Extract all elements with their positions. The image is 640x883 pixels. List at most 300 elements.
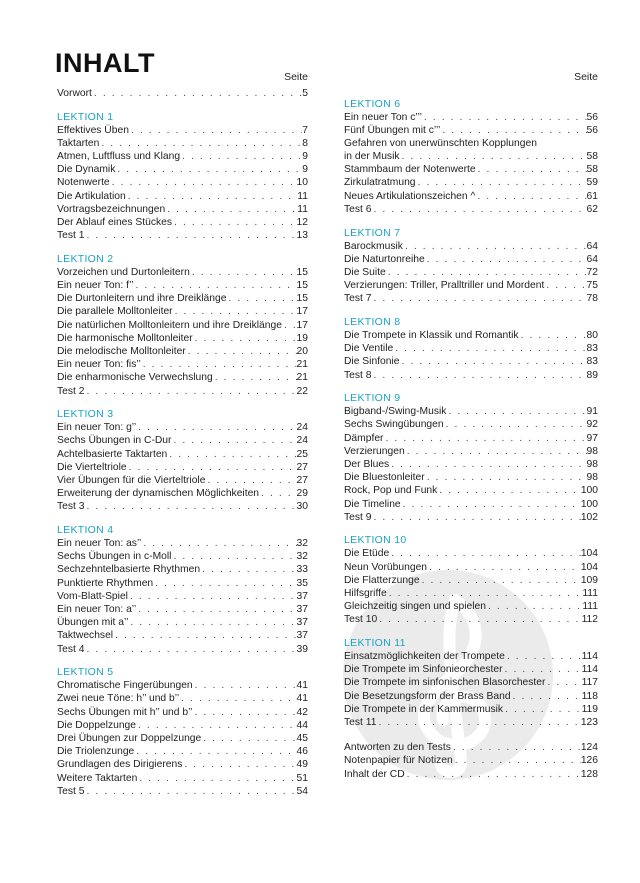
page-column-header: Seite xyxy=(284,71,308,83)
toc-entry-title: Drei Übungen zur Doppelzunge xyxy=(57,733,202,744)
toc-entry-page: 58 xyxy=(586,151,598,163)
section-heading: LEKTION 2 xyxy=(57,252,114,265)
toc-entry-page: 64 xyxy=(586,240,598,252)
toc-entry-title: Die Bluestonleiter xyxy=(344,472,425,484)
dot-leader xyxy=(134,279,297,292)
toc-entry-page: 75 xyxy=(586,280,598,292)
dot-leader xyxy=(167,448,296,461)
toc-entry-title: Rock, Pop und Funk xyxy=(344,485,438,497)
toc-entry-title: Taktwechsel xyxy=(57,630,114,642)
dot-leader xyxy=(193,332,297,345)
dot-leader xyxy=(190,266,297,279)
toc-entry[interactable] xyxy=(57,385,308,398)
dot-leader xyxy=(437,484,581,497)
dot-leader xyxy=(451,741,581,754)
toc-entry[interactable] xyxy=(344,240,598,253)
toc-entry-page: 109 xyxy=(580,574,598,586)
toc-entry[interactable] xyxy=(344,768,598,781)
dot-leader xyxy=(115,163,302,176)
toc-entry-page: 126 xyxy=(580,755,598,767)
toc-entry-page: 9 xyxy=(302,164,308,176)
dot-leader xyxy=(425,471,587,484)
toc-entry[interactable] xyxy=(57,292,308,305)
toc-entry[interactable] xyxy=(57,358,308,371)
toc-entry-title: Verzierungen xyxy=(344,445,405,457)
section-heading: LEKTION 7 xyxy=(344,226,401,239)
dot-leader xyxy=(92,87,302,100)
toc-entry[interactable] xyxy=(344,613,598,626)
toc-entry-page: 72 xyxy=(586,266,598,278)
dot-leader xyxy=(213,371,297,384)
toc-entry-page: 21 xyxy=(296,372,308,384)
dot-leader xyxy=(153,577,296,590)
toc-entry[interactable] xyxy=(57,603,308,616)
toc-entry-page: 20 xyxy=(296,346,308,357)
dot-leader xyxy=(371,203,586,216)
toc-entry-page: 104 xyxy=(580,561,598,573)
toc-entry[interactable] xyxy=(344,203,598,216)
toc-entry[interactable] xyxy=(344,369,598,382)
toc-entry-title: Test 2 xyxy=(57,385,85,397)
section-heading: LEKTION 6 xyxy=(344,97,401,110)
dot-leader xyxy=(544,279,586,292)
toc-entry-page: 124 xyxy=(580,742,598,754)
toc-entry-page: 32 xyxy=(296,551,308,563)
toc-entry-title: Einsatzmöglichkeiten der Trompete xyxy=(344,651,505,662)
toc-entry[interactable] xyxy=(57,487,308,500)
toc-entry-title: in der Musik xyxy=(344,151,400,163)
toc-entry-title: Stammbaum der Notenwerte xyxy=(344,164,476,176)
toc-entry-page: 41 xyxy=(296,680,308,692)
toc-entry-title: Test 10 xyxy=(344,614,378,626)
toc-entry[interactable] xyxy=(344,445,598,458)
toc-entry-page: 27 xyxy=(296,461,308,473)
toc-entry[interactable] xyxy=(57,537,308,550)
toc-entry-title: Vier Übungen für die Vierteltriole xyxy=(57,475,206,486)
dot-leader xyxy=(84,643,296,656)
toc-entry[interactable] xyxy=(57,229,308,242)
dot-leader xyxy=(110,176,297,189)
dot-leader xyxy=(136,603,296,616)
dot-leader xyxy=(453,754,581,767)
toc-entry-title: Die Ventile xyxy=(344,343,394,355)
toc-entry[interactable] xyxy=(57,590,308,603)
toc-entry-page: 30 xyxy=(296,501,308,513)
dot-leader xyxy=(486,600,582,613)
toc-right-column xyxy=(344,68,598,781)
toc-entry-title: Die Naturtonreihe xyxy=(344,253,425,265)
toc-entry-page: 59 xyxy=(586,177,598,189)
toc-entry[interactable] xyxy=(344,292,598,305)
dot-leader xyxy=(205,474,296,487)
toc-entry[interactable] xyxy=(344,690,598,703)
toc-entry-page: 83 xyxy=(586,343,598,355)
toc-entry-page: 11 xyxy=(297,203,308,215)
dot-leader xyxy=(127,461,297,474)
dot-leader xyxy=(503,703,581,716)
toc-left-column xyxy=(57,68,308,798)
toc-entry-title: Die Besetzungsform der Brass Band xyxy=(344,690,511,702)
toc-entry-page: 8 xyxy=(302,137,308,149)
toc-entry-page: 27 xyxy=(296,475,308,486)
toc-entry-page: 56 xyxy=(586,111,598,123)
toc-entry[interactable] xyxy=(57,150,308,163)
toc-entry-title: Test 11 xyxy=(344,716,377,728)
toc-entry[interactable] xyxy=(344,111,598,124)
dot-leader xyxy=(141,358,297,371)
toc-entry-page: 5 xyxy=(302,88,308,99)
toc-entry[interactable] xyxy=(57,550,308,563)
dot-leader xyxy=(113,629,296,642)
toc-entry[interactable] xyxy=(57,629,308,642)
toc-entry-title: Die Durtonleitern und ihre Dreiklänge xyxy=(57,293,227,305)
toc-entry[interactable] xyxy=(57,563,308,576)
toc-entry-title: Ein neuer Ton: fis’’ xyxy=(57,359,141,371)
toc-entry[interactable] xyxy=(57,319,308,332)
toc-entry[interactable] xyxy=(57,692,308,705)
toc-entry-title: Die Dynamik xyxy=(57,164,116,176)
dot-leader xyxy=(400,355,587,368)
toc-entry-title: Punktierte Rhythmen xyxy=(57,577,154,589)
toc-entry[interactable] xyxy=(344,741,598,754)
toc-entry[interactable] xyxy=(57,190,308,203)
toc-entry[interactable] xyxy=(57,434,308,447)
toc-entry-page: 64 xyxy=(586,253,598,265)
toc-entry[interactable] xyxy=(344,342,598,355)
toc-entry[interactable] xyxy=(344,511,598,524)
toc-entry[interactable] xyxy=(344,190,598,203)
toc-entry-title: Neun Vorübungen xyxy=(344,561,428,573)
toc-entry-page: 128 xyxy=(580,768,598,780)
toc-entry-page: 97 xyxy=(586,432,598,444)
toc-entry[interactable] xyxy=(57,461,308,474)
dot-leader xyxy=(99,137,302,150)
toc-entry[interactable] xyxy=(57,279,308,292)
dot-leader xyxy=(134,745,296,758)
toc-entry-page: 51 xyxy=(296,772,308,784)
dot-leader xyxy=(403,240,587,253)
toc-entry[interactable] xyxy=(57,163,308,176)
toc-entry[interactable] xyxy=(57,216,308,229)
toc-entry[interactable] xyxy=(57,616,308,629)
toc-entry-page: 104 xyxy=(580,548,598,560)
toc-entry-page: 22 xyxy=(296,385,308,397)
toc-entry-title: Übungen mit a’’ xyxy=(57,617,129,629)
toc-entry-page: 98 xyxy=(586,472,598,484)
toc-entry-title: Verzierungen: Triller, Pralltriller und Mordent xyxy=(344,280,545,292)
dot-leader xyxy=(226,292,296,305)
toc-entry-page: 111 xyxy=(582,601,598,613)
toc-entry-title: Neues Artikulationszeichen ^ xyxy=(344,190,476,202)
dot-leader xyxy=(84,229,296,242)
dot-leader xyxy=(137,772,296,785)
dot-leader xyxy=(377,613,581,626)
dot-leader xyxy=(371,511,580,524)
toc-entry-title: Barockmusik xyxy=(344,240,403,252)
toc-entry[interactable] xyxy=(57,371,308,384)
toc-entry[interactable] xyxy=(344,574,598,587)
toc-entry-page: 12 xyxy=(296,217,308,228)
toc-entry-title: Vorzeichen und Durtonleitern xyxy=(57,266,190,278)
dot-leader xyxy=(282,319,297,332)
toc-entry-page: 21 xyxy=(296,359,308,371)
toc-entry-title: Vortragsbezeichnungen xyxy=(57,203,166,215)
toc-entry[interactable] xyxy=(344,484,598,497)
toc-entry-title: Die Triolenzunge xyxy=(57,746,135,758)
section-heading: LEKTION 8 xyxy=(344,315,401,328)
dot-leader xyxy=(165,203,297,216)
toc-entry[interactable] xyxy=(57,474,308,487)
toc-entry[interactable] xyxy=(344,418,598,431)
toc-entry-title: Bigband-/Swing-Musik xyxy=(344,406,447,418)
section-heading: LEKTION 5 xyxy=(57,666,114,679)
toc-entry[interactable] xyxy=(57,137,308,150)
toc-entry-page: 62 xyxy=(586,203,598,215)
dot-leader xyxy=(129,124,302,137)
toc-entry[interactable] xyxy=(344,150,598,163)
dot-leader xyxy=(400,150,587,163)
toc-entry-page: 56 xyxy=(586,124,598,136)
dot-leader xyxy=(416,176,587,189)
toc-entry-title: Grundlagen des Dirigierens xyxy=(57,759,183,771)
toc-entry[interactable] xyxy=(344,547,598,560)
toc-entry[interactable] xyxy=(57,345,308,358)
toc-entry-title: Die Trompete im Sinfonieorchester xyxy=(344,664,503,676)
dot-leader xyxy=(405,768,581,781)
toc-entry[interactable] xyxy=(57,305,308,318)
toc-entry[interactable] xyxy=(344,279,598,292)
toc-entry[interactable] xyxy=(57,266,308,279)
dot-leader xyxy=(545,676,581,689)
toc-entry-title: Vorwort xyxy=(57,88,92,99)
toc-entry[interactable] xyxy=(57,176,308,189)
toc-entry-page: 92 xyxy=(586,419,598,431)
toc-entry-page: 44 xyxy=(296,719,308,731)
toc-entry[interactable] xyxy=(57,758,308,771)
toc-entry-page: 114 xyxy=(581,664,598,676)
toc-entry-page: 98 xyxy=(586,445,598,457)
toc-entry-page: 7 xyxy=(302,124,308,136)
toc-entry[interactable] xyxy=(57,421,308,434)
toc-entry[interactable] xyxy=(344,561,598,574)
toc-entry-page: 37 xyxy=(296,630,308,642)
toc-entry-page: 78 xyxy=(586,293,598,305)
toc-entry-title: Chromatische Fingerübungen xyxy=(57,680,193,692)
toc-entry-title: Erweiterung der dynamischen Möglichkeiten xyxy=(57,488,260,500)
dot-leader xyxy=(84,785,296,798)
dot-leader xyxy=(136,719,297,732)
toc-entry-page: 9 xyxy=(302,151,308,163)
toc-entry-title: Inhalt der CD xyxy=(344,768,405,780)
dot-leader xyxy=(519,329,587,342)
dot-leader xyxy=(200,563,296,576)
toc-entry[interactable] xyxy=(344,163,598,176)
toc-entry-title: Test 7 xyxy=(344,293,372,305)
toc-entry[interactable] xyxy=(57,124,308,137)
toc-entry-title: Die Vierteltriole xyxy=(57,461,127,473)
dot-leader xyxy=(425,253,587,266)
toc-entry-page: 41 xyxy=(296,693,308,705)
dot-leader xyxy=(172,216,296,229)
toc-entry[interactable] xyxy=(57,706,308,719)
toc-entry-page: 15 xyxy=(296,266,308,278)
toc-entry-page: 13 xyxy=(296,230,308,242)
toc-entry[interactable] xyxy=(344,471,598,484)
toc-entry-title: Notenwerte xyxy=(57,177,110,189)
toc-entry-page: 39 xyxy=(296,643,308,655)
toc-entry-title: Test 8 xyxy=(344,369,372,381)
dot-leader xyxy=(440,124,586,137)
toc-entry-title: Ein neuer Ton: as’’ xyxy=(57,538,142,550)
toc-entry[interactable] xyxy=(344,124,598,137)
toc-entry[interactable] xyxy=(57,772,308,785)
toc-entry-title: Zirkulatratmung xyxy=(344,177,416,189)
dot-leader xyxy=(444,418,587,431)
dot-leader xyxy=(511,690,582,703)
dot-leader xyxy=(389,547,581,560)
dot-leader xyxy=(389,458,586,471)
toc-entry-title: Die Trompete im sinfonischen Blasorchester xyxy=(344,677,546,689)
toc-entry-title: Antworten zu den Tests xyxy=(344,742,451,754)
toc-entry-page: 58 xyxy=(586,164,598,176)
toc-entry-title: Die Suite xyxy=(344,266,386,278)
dot-leader xyxy=(179,692,296,705)
toc-entry-title: Hilfsgriffe xyxy=(344,587,387,599)
toc-entry[interactable] xyxy=(344,355,598,368)
toc-entry[interactable] xyxy=(344,600,598,613)
toc-entry-title: Der Ablauf eines Stückes xyxy=(57,217,173,228)
toc-entry[interactable] xyxy=(344,405,598,418)
toc-entry[interactable] xyxy=(57,719,308,732)
toc-entry[interactable] xyxy=(57,500,308,513)
toc-entry-page: 35 xyxy=(296,577,308,589)
dot-leader xyxy=(182,758,296,771)
section-heading: LEKTION 9 xyxy=(344,392,401,405)
toc-entry-title: Achtelbasierte Taktarten xyxy=(57,448,168,460)
toc-entry[interactable] xyxy=(57,679,308,692)
toc-entry-page: 15 xyxy=(296,293,308,305)
toc-entry-page: 98 xyxy=(586,458,598,470)
dot-leader xyxy=(427,561,581,574)
toc-entry-page: 112 xyxy=(581,614,598,626)
toc-entry[interactable] xyxy=(344,587,598,600)
toc-entry-preface[interactable] xyxy=(57,87,308,100)
toc-entry-page: 29 xyxy=(296,488,308,500)
dot-leader xyxy=(420,574,581,587)
section-heading: LEKTION 11 xyxy=(344,637,406,649)
dot-leader xyxy=(84,385,296,398)
toc-entry[interactable] xyxy=(57,577,308,590)
toc-entry-title: Die melodische Molltonleiter xyxy=(57,346,186,357)
toc-entry-page: 17 xyxy=(296,306,308,318)
dot-leader xyxy=(503,663,582,676)
toc-entry[interactable] xyxy=(344,176,598,189)
toc-entry-page: 100 xyxy=(580,498,598,510)
toc-entry-page: 102 xyxy=(580,511,598,523)
toc-entry-title: Notenpapier für Notizen xyxy=(344,755,453,767)
toc-entry-page: 54 xyxy=(296,785,308,797)
toc-entry[interactable] xyxy=(57,643,308,656)
toc-entry-title: Sechs Übungen mit h’’ und b’’ xyxy=(57,706,193,718)
toc-entry[interactable] xyxy=(344,498,598,511)
appendix-spacer xyxy=(344,729,598,741)
toc-entry-page: 49 xyxy=(296,759,308,771)
toc-entry[interactable] xyxy=(344,703,598,716)
toc-entry-page: 89 xyxy=(586,369,598,381)
dot-leader xyxy=(422,111,587,124)
toc-entry[interactable] xyxy=(344,716,598,729)
toc-entry[interactable] xyxy=(57,448,308,461)
toc-entry[interactable] xyxy=(344,663,598,676)
toc-entry[interactable] xyxy=(57,745,308,758)
toc-entry-page: 25 xyxy=(296,448,308,460)
toc-entry-title: Die Etüde xyxy=(344,548,390,560)
toc-entry[interactable] xyxy=(57,785,308,798)
dot-leader xyxy=(476,163,587,176)
toc-entry-title: Vom-Blatt-Spiel xyxy=(57,590,128,602)
toc-entry-page: 118 xyxy=(581,690,598,702)
toc-entry[interactable] xyxy=(344,329,598,342)
dot-leader xyxy=(128,616,296,629)
dot-leader xyxy=(173,305,297,318)
toc-entry-page: 61 xyxy=(586,190,598,202)
toc-entry[interactable] xyxy=(344,458,598,471)
toc-entry-page: 24 xyxy=(296,435,308,447)
dot-leader xyxy=(141,537,296,550)
toc-entry-title: Test 3 xyxy=(57,501,85,513)
toc-entry[interactable] xyxy=(57,332,308,345)
dot-leader xyxy=(371,292,586,305)
toc-entry-title: Effektives Üben xyxy=(57,124,129,136)
toc-entry-page: 80 xyxy=(586,329,598,341)
toc-entry[interactable] xyxy=(57,732,308,745)
dot-leader xyxy=(180,150,302,163)
page-column-header: Seite xyxy=(574,71,598,83)
toc-entry-page: 91 xyxy=(586,406,598,418)
toc-entry[interactable] xyxy=(344,754,598,767)
dot-leader xyxy=(171,434,296,447)
toc-entry[interactable] xyxy=(344,432,598,445)
dot-leader xyxy=(401,498,581,511)
dot-leader xyxy=(259,487,296,500)
dot-leader xyxy=(171,550,296,563)
toc-entry-page: 42 xyxy=(296,706,308,718)
toc-entry[interactable] xyxy=(344,676,598,689)
toc-entry-title: Die Flatterzunge xyxy=(344,574,420,586)
toc-entry-title: Dämpfer xyxy=(344,432,384,444)
toc-entry[interactable] xyxy=(344,650,598,663)
toc-entry-title: Sechs Übungen in c-Moll xyxy=(57,551,172,563)
dot-leader xyxy=(192,706,296,719)
toc-entry-page: 100 xyxy=(580,485,598,497)
toc-entry-title: Ein neuer Ton: g’’ xyxy=(57,422,137,434)
toc-entry-title: Die enharmonische Verwechslung xyxy=(57,372,213,384)
dot-leader xyxy=(193,679,297,692)
toc-entry-title: Fünf Übungen mit c’’’ xyxy=(344,124,441,136)
toc-entry-title: Zwei neue Töne: h’’ und b’’ xyxy=(57,693,180,705)
dot-leader xyxy=(383,432,586,445)
toc-entry[interactable] xyxy=(344,137,598,150)
toc-entry[interactable] xyxy=(57,203,308,216)
toc-entry-title: Die natürlichen Molltonleitern und ihre Dreiklänge xyxy=(57,319,282,331)
toc-entry-title: Sechs Swingübungen xyxy=(344,419,444,431)
toc-entry-title: Ein neuer Ton c’’’ xyxy=(344,111,422,123)
toc-entry-title: Test 9 xyxy=(344,511,372,523)
toc-entry[interactable] xyxy=(344,266,598,279)
toc-entry[interactable] xyxy=(344,253,598,266)
dot-leader xyxy=(128,590,297,603)
toc-entry-title: Ein neuer Ton: f’’ xyxy=(57,280,134,292)
